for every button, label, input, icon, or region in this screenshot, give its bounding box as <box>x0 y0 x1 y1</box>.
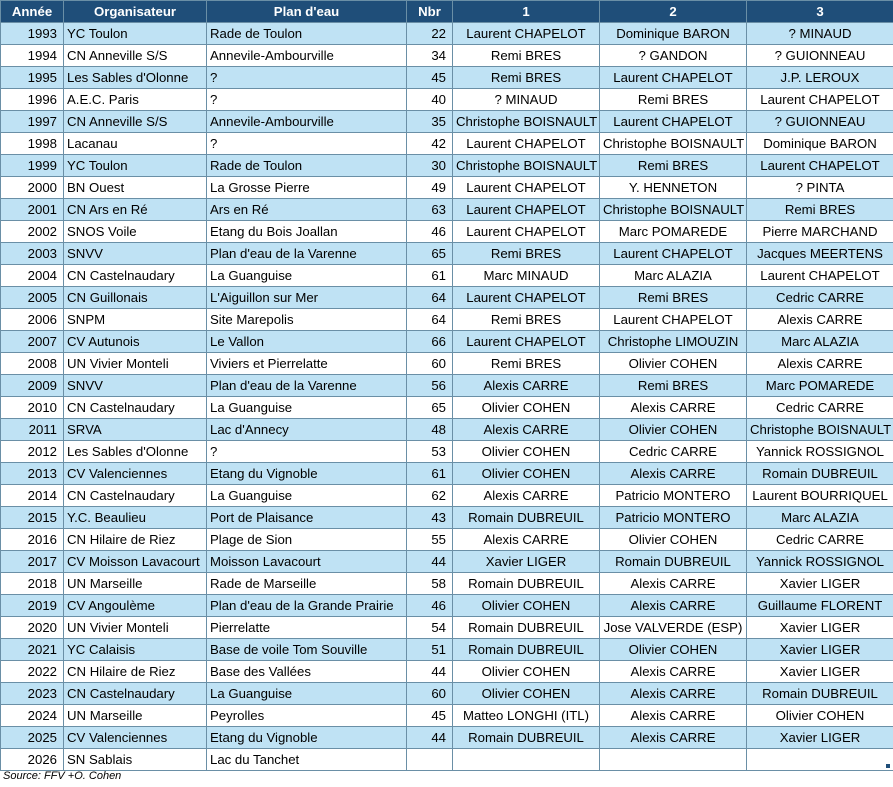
third-place-cell[interactable]: Xavier LIGER <box>747 727 893 749</box>
first-place-cell[interactable]: Olivier COHEN <box>453 683 600 705</box>
first-place-cell[interactable]: Romain DUBREUIL <box>453 573 600 595</box>
year-cell[interactable]: 2007 <box>1 331 64 353</box>
second-place-cell[interactable]: Remi BRES <box>600 375 747 397</box>
organizer-cell[interactable]: CV Valenciennes <box>64 463 207 485</box>
participants-cell[interactable]: 65 <box>407 397 453 419</box>
year-cell[interactable]: 1994 <box>1 45 64 67</box>
second-place-cell[interactable]: ? GANDON <box>600 45 747 67</box>
table-row <box>1 287 893 309</box>
organizer-cell[interactable]: UN Marseille <box>64 573 207 595</box>
participants-cell[interactable]: 65 <box>407 243 453 265</box>
first-place-cell[interactable]: Olivier COHEN <box>453 397 600 419</box>
first-place-cell[interactable]: Olivier COHEN <box>453 661 600 683</box>
table-row <box>1 133 893 155</box>
year-cell[interactable]: 2017 <box>1 551 64 573</box>
third-place-cell[interactable]: Cedric CARRE <box>747 397 893 419</box>
water-body-cell[interactable]: Ars en Ré <box>207 199 407 221</box>
third-place-cell[interactable]: Alexis CARRE <box>747 353 893 375</box>
water-body-cell[interactable]: ? <box>207 133 407 155</box>
participants-cell[interactable]: 44 <box>407 661 453 683</box>
organizer-cell[interactable]: CN Guillonais <box>64 287 207 309</box>
year-cell[interactable]: 2010 <box>1 397 64 419</box>
participants-cell[interactable]: 60 <box>407 353 453 375</box>
second-place-cell[interactable]: Alexis CARRE <box>600 463 747 485</box>
table-row <box>1 155 893 177</box>
organizer-cell[interactable]: CN Anneville S/S <box>64 111 207 133</box>
first-place-cell[interactable]: Alexis CARRE <box>453 375 600 397</box>
water-body-cell[interactable]: Plage de Sion <box>207 529 407 551</box>
second-place-cell[interactable]: Patricio MONTERO <box>600 507 747 529</box>
organizer-cell[interactable]: YC Calaisis <box>64 639 207 661</box>
second-place-cell[interactable]: Olivier COHEN <box>600 419 747 441</box>
table-row <box>1 529 893 551</box>
table-body <box>1 23 893 771</box>
water-body-cell[interactable]: Annevile-Ambourville <box>207 111 407 133</box>
table-row <box>1 397 893 419</box>
water-body-cell[interactable]: Plan d'eau de la Varenne <box>207 375 407 397</box>
first-place-cell[interactable] <box>453 749 600 771</box>
first-place-cell[interactable]: Laurent CHAPELOT <box>453 287 600 309</box>
year-cell[interactable]: 2016 <box>1 529 64 551</box>
table-row <box>1 375 893 397</box>
table-row <box>1 617 893 639</box>
water-body-cell[interactable]: ? <box>207 89 407 111</box>
participants-cell[interactable]: 64 <box>407 287 453 309</box>
table-row <box>1 177 893 199</box>
second-place-cell[interactable]: Alexis CARRE <box>600 727 747 749</box>
third-place-cell[interactable]: Romain DUBREUIL <box>747 463 893 485</box>
first-place-cell[interactable]: Romain DUBREUIL <box>453 727 600 749</box>
third-place-cell[interactable]: Guillaume FLORENT <box>747 595 893 617</box>
table-row <box>1 221 893 243</box>
organizer-cell[interactable]: BN Ouest <box>64 177 207 199</box>
water-body-cell[interactable]: Rade de Toulon <box>207 23 407 45</box>
participants-cell[interactable]: 35 <box>407 111 453 133</box>
second-place-cell[interactable]: Christophe BOISNAULT <box>600 133 747 155</box>
year-cell[interactable]: 2003 <box>1 243 64 265</box>
first-place-cell[interactable]: Laurent CHAPELOT <box>453 331 600 353</box>
water-body-cell[interactable]: La Guanguise <box>207 265 407 287</box>
participants-cell[interactable]: 54 <box>407 617 453 639</box>
first-place-cell[interactable]: Laurent CHAPELOT <box>453 221 600 243</box>
organizer-cell[interactable]: UN Vivier Monteli <box>64 617 207 639</box>
second-place-cell[interactable]: Marc ALAZIA <box>600 265 747 287</box>
year-cell[interactable]: 2000 <box>1 177 64 199</box>
header-organizer[interactable]: Organisateur <box>64 1 207 23</box>
header-row <box>1 1 893 23</box>
first-place-cell[interactable]: Romain DUBREUIL <box>453 617 600 639</box>
first-place-cell[interactable]: Laurent CHAPELOT <box>453 199 600 221</box>
resize-handle[interactable] <box>886 764 890 768</box>
organizer-cell[interactable]: YC Toulon <box>64 155 207 177</box>
third-place-cell[interactable] <box>747 749 893 771</box>
year-cell[interactable]: 1996 <box>1 89 64 111</box>
participants-cell[interactable]: 53 <box>407 441 453 463</box>
table-row <box>1 265 893 287</box>
water-body-cell[interactable]: La Guanguise <box>207 683 407 705</box>
first-place-cell[interactable]: Xavier LIGER <box>453 551 600 573</box>
year-cell[interactable]: 2022 <box>1 661 64 683</box>
table-row <box>1 353 893 375</box>
participants-cell[interactable]: 45 <box>407 67 453 89</box>
second-place-cell[interactable]: Christophe BOISNAULT <box>600 199 747 221</box>
first-place-cell[interactable]: Alexis CARRE <box>453 419 600 441</box>
year-cell[interactable]: 2013 <box>1 463 64 485</box>
second-place-cell[interactable]: Dominique BARON <box>600 23 747 45</box>
organizer-cell[interactable]: Y.C. Beaulieu <box>64 507 207 529</box>
organizer-cell[interactable]: CN Hilaire de Riez <box>64 661 207 683</box>
header-participants[interactable]: Nbr <box>407 1 453 23</box>
first-place-cell[interactable]: Laurent CHAPELOT <box>453 133 600 155</box>
third-place-cell[interactable]: Laurent CHAPELOT <box>747 89 893 111</box>
third-place-cell[interactable]: Marc POMAREDE <box>747 375 893 397</box>
water-body-cell[interactable]: Etang du Bois Joallan <box>207 221 407 243</box>
year-cell[interactable]: 2008 <box>1 353 64 375</box>
year-cell[interactable]: 1993 <box>1 23 64 45</box>
organizer-cell[interactable]: SNVV <box>64 375 207 397</box>
year-cell[interactable]: 2024 <box>1 705 64 727</box>
water-body-cell[interactable]: Peyrolles <box>207 705 407 727</box>
second-place-cell[interactable]: Marc POMAREDE <box>600 221 747 243</box>
organizer-cell[interactable]: SNVV <box>64 243 207 265</box>
organizer-cell[interactable]: Les Sables d'Olonne <box>64 441 207 463</box>
second-place-cell[interactable]: Laurent CHAPELOT <box>600 111 747 133</box>
organizer-cell[interactable]: CN Ars en Ré <box>64 199 207 221</box>
water-body-cell[interactable]: Plan d'eau de la Varenne <box>207 243 407 265</box>
third-place-cell[interactable]: Jacques MEERTENS <box>747 243 893 265</box>
table-row <box>1 331 893 353</box>
table-row <box>1 485 893 507</box>
first-place-cell[interactable]: Romain DUBREUIL <box>453 507 600 529</box>
header-third-place[interactable]: 3 <box>747 1 893 23</box>
source-note: Source: FFV +O. Cohen <box>3 770 122 782</box>
table-row <box>1 683 893 705</box>
first-place-cell[interactable]: Remi BRES <box>453 353 600 375</box>
table-row <box>1 661 893 683</box>
second-place-cell[interactable]: Olivier COHEN <box>600 353 747 375</box>
participants-cell[interactable]: 58 <box>407 573 453 595</box>
third-place-cell[interactable]: Dominique BARON <box>747 133 893 155</box>
participants-cell[interactable]: 55 <box>407 529 453 551</box>
participants-cell[interactable]: 61 <box>407 265 453 287</box>
table-row <box>1 243 893 265</box>
organizer-cell[interactable]: YC Toulon <box>64 23 207 45</box>
header-water-body[interactable]: Plan d'eau <box>207 1 407 23</box>
second-place-cell[interactable]: Remi BRES <box>600 155 747 177</box>
participants-cell[interactable]: 44 <box>407 727 453 749</box>
year-cell[interactable]: 2018 <box>1 573 64 595</box>
third-place-cell[interactable]: Laurent CHAPELOT <box>747 155 893 177</box>
year-cell[interactable]: 2021 <box>1 639 64 661</box>
second-place-cell[interactable]: Remi BRES <box>600 89 747 111</box>
organizer-cell[interactable]: CN Castelnaudary <box>64 397 207 419</box>
organizer-cell[interactable]: CV Angoulème <box>64 595 207 617</box>
participants-cell[interactable]: 34 <box>407 45 453 67</box>
water-body-cell[interactable]: Lac d'Annecy <box>207 419 407 441</box>
participants-cell[interactable]: 51 <box>407 639 453 661</box>
water-body-cell[interactable]: Lac du Tanchet <box>207 749 407 771</box>
second-place-cell[interactable]: Alexis CARRE <box>600 397 747 419</box>
table-row <box>1 463 893 485</box>
second-place-cell[interactable]: Remi BRES <box>600 287 747 309</box>
participants-cell[interactable]: 45 <box>407 705 453 727</box>
year-cell[interactable]: 2025 <box>1 727 64 749</box>
third-place-cell[interactable]: Christophe BOISNAULT <box>747 419 893 441</box>
table-row <box>1 573 893 595</box>
second-place-cell[interactable]: Alexis CARRE <box>600 661 747 683</box>
third-place-cell[interactable]: J.P. LEROUX <box>747 67 893 89</box>
table-row <box>1 199 893 221</box>
participants-cell[interactable]: 44 <box>407 551 453 573</box>
participants-cell[interactable]: 40 <box>407 89 453 111</box>
organizer-cell[interactable]: SNOS Voile <box>64 221 207 243</box>
year-cell[interactable]: 2005 <box>1 287 64 309</box>
header-first-place[interactable]: 1 <box>453 1 600 23</box>
third-place-cell[interactable]: Remi BRES <box>747 199 893 221</box>
year-cell[interactable]: 1995 <box>1 67 64 89</box>
organizer-cell[interactable]: SN Sablais <box>64 749 207 771</box>
year-cell[interactable]: 2020 <box>1 617 64 639</box>
water-body-cell[interactable]: Etang du Vignoble <box>207 463 407 485</box>
organizer-cell[interactable]: CN Anneville S/S <box>64 45 207 67</box>
water-body-cell[interactable]: Pierrelatte <box>207 617 407 639</box>
third-place-cell[interactable]: Cedric CARRE <box>747 287 893 309</box>
organizer-cell[interactable]: A.E.C. Paris <box>64 89 207 111</box>
second-place-cell[interactable]: Cedric CARRE <box>600 441 747 463</box>
first-place-cell[interactable]: ? MINAUD <box>453 89 600 111</box>
table-row <box>1 89 893 111</box>
third-place-cell[interactable]: Xavier LIGER <box>747 639 893 661</box>
second-place-cell[interactable]: Y. HENNETON <box>600 177 747 199</box>
first-place-cell[interactable]: Remi BRES <box>453 45 600 67</box>
water-body-cell[interactable]: Base des Vallées <box>207 661 407 683</box>
table-row <box>1 639 893 661</box>
table-row <box>1 23 893 45</box>
organizer-cell[interactable]: SRVA <box>64 419 207 441</box>
third-place-cell[interactable]: Xavier LIGER <box>747 617 893 639</box>
organizer-cell[interactable]: UN Marseille <box>64 705 207 727</box>
water-body-cell[interactable]: Rade de Toulon <box>207 155 407 177</box>
organizer-cell[interactable]: CN Castelnaudary <box>64 265 207 287</box>
third-place-cell[interactable]: Xavier LIGER <box>747 573 893 595</box>
year-cell[interactable]: 2014 <box>1 485 64 507</box>
first-place-cell[interactable]: Remi BRES <box>453 309 600 331</box>
second-place-cell[interactable]: Alexis CARRE <box>600 683 747 705</box>
water-body-cell[interactable]: Base de voile Tom Souville <box>207 639 407 661</box>
year-cell[interactable]: 2009 <box>1 375 64 397</box>
water-body-cell[interactable]: Viviers et Pierrelatte <box>207 353 407 375</box>
second-place-cell[interactable]: Romain DUBREUIL <box>600 551 747 573</box>
second-place-cell[interactable]: Patricio MONTERO <box>600 485 747 507</box>
first-place-cell[interactable]: Olivier COHEN <box>453 595 600 617</box>
organizer-cell[interactable]: CV Autunois <box>64 331 207 353</box>
year-cell[interactable]: 2004 <box>1 265 64 287</box>
third-place-cell[interactable]: ? MINAUD <box>747 23 893 45</box>
header-year[interactable]: Année <box>1 1 64 23</box>
water-body-cell[interactable]: La Guanguise <box>207 485 407 507</box>
organizer-cell[interactable]: CN Hilaire de Riez <box>64 529 207 551</box>
year-cell[interactable]: 2001 <box>1 199 64 221</box>
table-row <box>1 551 893 573</box>
first-place-cell[interactable]: Olivier COHEN <box>453 441 600 463</box>
participants-cell[interactable]: 66 <box>407 331 453 353</box>
table-row <box>1 441 893 463</box>
participants-cell[interactable]: 22 <box>407 23 453 45</box>
table-row <box>1 727 893 749</box>
third-place-cell[interactable]: ? GUIONNEAU <box>747 111 893 133</box>
water-body-cell[interactable]: Rade de Marseille <box>207 573 407 595</box>
year-cell[interactable]: 2015 <box>1 507 64 529</box>
year-cell[interactable]: 2012 <box>1 441 64 463</box>
organizer-cell[interactable]: CN Castelnaudary <box>64 683 207 705</box>
participants-cell[interactable]: 43 <box>407 507 453 529</box>
second-place-cell[interactable]: Olivier COHEN <box>600 529 747 551</box>
water-body-cell[interactable]: Plan d'eau de la Grande Prairie <box>207 595 407 617</box>
year-cell[interactable]: 2023 <box>1 683 64 705</box>
year-cell[interactable]: 1997 <box>1 111 64 133</box>
water-body-cell[interactable]: ? <box>207 441 407 463</box>
water-body-cell[interactable]: ? <box>207 67 407 89</box>
first-place-cell[interactable]: Remi BRES <box>453 67 600 89</box>
second-place-cell[interactable]: Laurent CHAPELOT <box>600 309 747 331</box>
second-place-cell[interactable]: Christophe LIMOUZIN <box>600 331 747 353</box>
water-body-cell[interactable]: Moisson Lavacourt <box>207 551 407 573</box>
year-cell[interactable]: 2011 <box>1 419 64 441</box>
participants-cell[interactable]: 62 <box>407 485 453 507</box>
first-place-cell[interactable]: Romain DUBREUIL <box>453 639 600 661</box>
third-place-cell[interactable]: Laurent CHAPELOT <box>747 265 893 287</box>
participants-cell[interactable]: 49 <box>407 177 453 199</box>
water-body-cell[interactable]: L'Aiguillon sur Mer <box>207 287 407 309</box>
second-place-cell[interactable]: Laurent CHAPELOT <box>600 67 747 89</box>
second-place-cell[interactable] <box>600 749 747 771</box>
first-place-cell[interactable]: Laurent CHAPELOT <box>453 23 600 45</box>
third-place-cell[interactable]: Alexis CARRE <box>747 309 893 331</box>
organizer-cell[interactable]: CV Moisson Lavacourt <box>64 551 207 573</box>
organizer-cell[interactable]: Les Sables d'Olonne <box>64 67 207 89</box>
second-place-cell[interactable]: Alexis CARRE <box>600 705 747 727</box>
table-row <box>1 309 893 331</box>
third-place-cell[interactable]: Yannick ROSSIGNOL <box>747 441 893 463</box>
first-place-cell[interactable]: Marc MINAUD <box>453 265 600 287</box>
participants-cell[interactable]: 60 <box>407 683 453 705</box>
table-row <box>1 749 893 771</box>
water-body-cell[interactable]: Annevile-Ambourville <box>207 45 407 67</box>
organizer-cell[interactable]: UN Vivier Monteli <box>64 353 207 375</box>
second-place-cell[interactable]: Alexis CARRE <box>600 595 747 617</box>
table-row <box>1 45 893 67</box>
third-place-cell[interactable]: Marc ALAZIA <box>747 331 893 353</box>
first-place-cell[interactable]: Olivier COHEN <box>453 463 600 485</box>
participants-cell[interactable]: 30 <box>407 155 453 177</box>
participants-cell[interactable] <box>407 749 453 771</box>
year-cell[interactable]: 1998 <box>1 133 64 155</box>
header-second-place[interactable]: 2 <box>600 1 747 23</box>
water-body-cell[interactable]: Le Vallon <box>207 331 407 353</box>
participants-cell[interactable]: 42 <box>407 133 453 155</box>
organizer-cell[interactable]: Lacanau <box>64 133 207 155</box>
water-body-cell[interactable]: Site Marepolis <box>207 309 407 331</box>
third-place-cell[interactable]: Pierre MARCHAND <box>747 221 893 243</box>
year-cell[interactable]: 2002 <box>1 221 64 243</box>
table-row <box>1 67 893 89</box>
water-body-cell[interactable]: Port de Plaisance <box>207 507 407 529</box>
participants-cell[interactable]: 64 <box>407 309 453 331</box>
third-place-cell[interactable]: ? PINTA <box>747 177 893 199</box>
year-cell[interactable]: 2006 <box>1 309 64 331</box>
table-row <box>1 111 893 133</box>
table-row <box>1 507 893 529</box>
table-row <box>1 705 893 727</box>
first-place-cell[interactable]: Matteo LONGHI (ITL) <box>453 705 600 727</box>
organizer-cell[interactable]: SNPM <box>64 309 207 331</box>
water-body-cell[interactable]: Etang du Vignoble <box>207 727 407 749</box>
table-row <box>1 595 893 617</box>
third-place-cell[interactable]: Marc ALAZIA <box>747 507 893 529</box>
year-cell[interactable]: 2019 <box>1 595 64 617</box>
third-place-cell[interactable]: Xavier LIGER <box>747 661 893 683</box>
year-cell[interactable]: 2026 <box>1 749 64 771</box>
participants-cell[interactable]: 48 <box>407 419 453 441</box>
first-place-cell[interactable]: Christophe BOISNAULT <box>453 155 600 177</box>
participants-cell[interactable]: 56 <box>407 375 453 397</box>
first-place-cell[interactable]: Alexis CARRE <box>453 485 600 507</box>
third-place-cell[interactable]: ? GUIONNEAU <box>747 45 893 67</box>
participants-cell[interactable]: 63 <box>407 199 453 221</box>
second-place-cell[interactable]: Olivier COHEN <box>600 639 747 661</box>
second-place-cell[interactable]: Jose VALVERDE (ESP) <box>600 617 747 639</box>
third-place-cell[interactable]: Cedric CARRE <box>747 529 893 551</box>
third-place-cell[interactable]: Laurent BOURRIQUEL <box>747 485 893 507</box>
organizer-cell[interactable]: CV Valenciennes <box>64 727 207 749</box>
first-place-cell[interactable]: Alexis CARRE <box>453 529 600 551</box>
participants-cell[interactable]: 61 <box>407 463 453 485</box>
first-place-cell[interactable]: Remi BRES <box>453 243 600 265</box>
water-body-cell[interactable]: La Guanguise <box>207 397 407 419</box>
organizer-cell[interactable]: CN Castelnaudary <box>64 485 207 507</box>
participants-cell[interactable]: 46 <box>407 221 453 243</box>
third-place-cell[interactable]: Olivier COHEN <box>747 705 893 727</box>
first-place-cell[interactable]: Christophe BOISNAULT <box>453 111 600 133</box>
year-cell[interactable]: 1999 <box>1 155 64 177</box>
water-body-cell[interactable]: La Grosse Pierre <box>207 177 407 199</box>
third-place-cell[interactable]: Yannick ROSSIGNOL <box>747 551 893 573</box>
third-place-cell[interactable]: Romain DUBREUIL <box>747 683 893 705</box>
first-place-cell[interactable]: Laurent CHAPELOT <box>453 177 600 199</box>
second-place-cell[interactable]: Laurent CHAPELOT <box>600 243 747 265</box>
participants-cell[interactable]: 46 <box>407 595 453 617</box>
second-place-cell[interactable]: Alexis CARRE <box>600 573 747 595</box>
table-row <box>1 419 893 441</box>
